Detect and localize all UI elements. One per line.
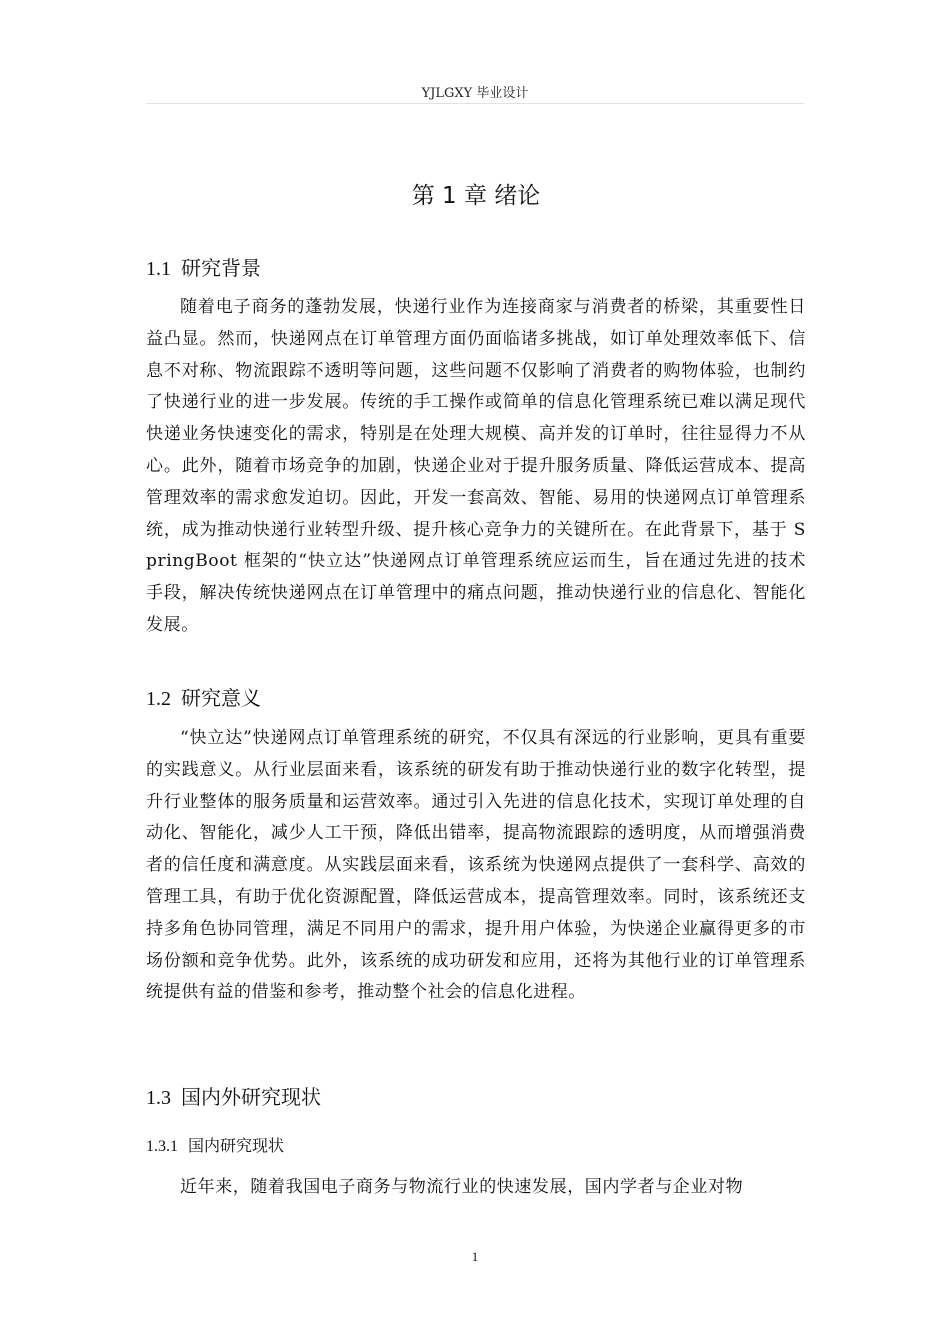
subsection-heading-1-3-1: [146, 1134, 284, 1159]
section-title: 研究背景: [181, 256, 261, 280]
header-rule: [146, 103, 804, 104]
paragraph-domestic-research: 近年来，随着我国电子商务与物流行业的快速发展，国内学者与企业对物: [180, 1177, 744, 1197]
section-number: 1.3: [146, 1087, 171, 1109]
section-title: 国内外研究现状: [181, 1085, 321, 1109]
paragraph-research-significance: “快立达”快递网点订单管理系统的研究，不仅具有深远的行业影响，更具有重要的实践意义。从行业层面来看，该系统的研发有助于推动快递行业的数字化转型，提升行业整体的服务质量和运营效率。通过引入先进的信息化技术，实现订单处理的自动化、智能化，减少人工干预，降低出错率，提高物流跟踪的透明度，从而增强消费者的信任度和满意度。从实践层面来看，该系统为快递网点提供了一套科学、高效的管理工具，有助于优化资源配置，降低运营成本，提高管理效率。同时，该系统还支持多角色协同管理，满足不同用户的需求，提升用户体验，为快递企业赢得更多的市场份额和竞争优势。此外，该系统的成功研发和应用，还将为其他行业的订单管理系统提供有益的借鉴和参考，推动整个社会的信息化进程。: [146, 728, 806, 1003]
paragraph-research-background: 随着电子商务的蓬勃发展，快递行业作为连接商家与消费者的桥梁，其重要性日益凸显。然而，快递网点在订单管理方面仍面临诸多挑战，如订单处理效率低下、信息不对称、物流跟踪不透明等问题，这些问题不仅影响了消费者的购物体验，也制约了快递行业的进一步发展。传统的手工操作或简单的信息化管理系统已难以满足现代快递业务快速变化的需求，特别是在处理大规模、高并发的订单时，往往显得力不从心。此外，随着市场竞争的加剧，快递企业对于提升服务质量、降低运营成本、提高管理效率的需求愈发迫切。因此，开发一套高效、智能、易用的快递网点订单管理系统，成为推动快递行业转型升级、提升核心竞争力的关键所在。在此背景下，基于 SpringBoot 框架的“快立达”快递网点订单管理系统应运而生，旨在通过先进的技术手段，解决传统快递网点在订单管理中的痛点问题，推动快递行业的信息化、智能化发展。: [146, 297, 806, 635]
running-header: YJLGXY 毕业设计: [421, 86, 529, 101]
subsection-number: 1.3.1: [146, 1138, 178, 1155]
section-title: 研究意义: [181, 686, 261, 710]
chapter-title: 第 1 章 绪论: [411, 183, 541, 209]
subsection-title: 国内研究现状: [188, 1136, 285, 1155]
page-number: 1: [471, 1249, 479, 1264]
section-number: 1.1: [146, 258, 171, 280]
section-number: 1.2: [146, 688, 171, 710]
section-heading-1-2: [146, 684, 261, 713]
section-heading-1-1: [146, 254, 261, 283]
section-heading-1-3: [146, 1083, 321, 1112]
